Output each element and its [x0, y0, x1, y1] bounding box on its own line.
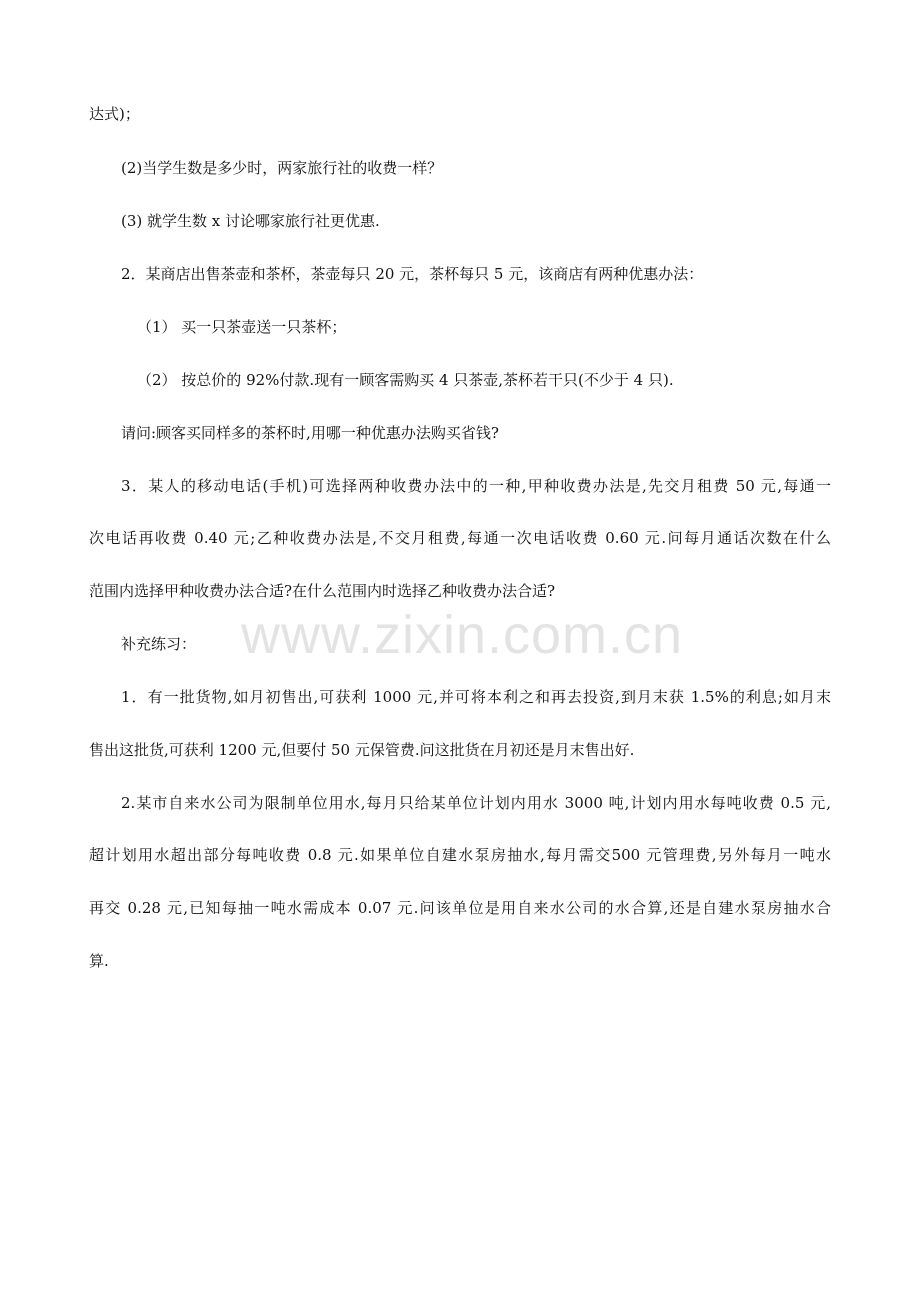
problem-3-line-3: 范围内选择甲种收费办法合适?在什么范围内时选择乙种收费办法合适? — [89, 582, 556, 600]
supplementary-problem-2-line-3: 再交 0.28 元,已知每抽一吨水需成本 0.07 元.问该单位是用自来水公司的水合算,还是自建水泵房抽水合 — [89, 899, 831, 917]
site-watermark: www.zixin.com.cn — [240, 605, 684, 665]
discount-option-2: （2） 按总价的 92%付款.现有一顾客需购买 4 只茶壶,茶杯若干只(不少于 4 只). — [137, 371, 674, 389]
supplementary-problem-1-line-1: 1．有一批货物,如月初售出,可获利 1000 元,并可将本利之和再去投资,到月末获 1.5%的利息;如月末 — [121, 688, 831, 706]
problem-3-line-2: 次电话再收费 0.40 元;乙种收费办法是,不交月租费,每通一次电话收费 0.60 元.问每月通话次数在什么 — [89, 529, 831, 547]
supplementary-problem-2-line-2: 超计划用水超出部分每吨收费 0.8 元.如果单位自建水泵房抽水,每月需交500 元管理费,另外每月一吨水 — [89, 846, 831, 864]
problem-2-question: 请问:顾客买同样多的茶杯时,用哪一种优惠办法购买省钱? — [121, 424, 499, 442]
discount-option-1: （1） 买一只茶壶送一只茶杯； — [137, 318, 347, 336]
text-line-expression-end: 达式)； — [89, 105, 140, 123]
supplementary-problem-1-line-2: 售出这批货,可获利 1200 元,但要付 50 元保管费.问这批货在月初还是月末售出好. — [89, 741, 635, 759]
supplementary-problem-2-line-4: 算. — [89, 952, 109, 970]
supplementary-problem-2-line-1: 2.某市自来水公司为限制单位用水,每月只给某单位计划内用水 3000 吨,计划内用水每吨收费 0.5 元, — [121, 794, 831, 812]
supplementary-heading: 补充练习： — [121, 635, 197, 653]
question-3-discount-comparison: (3) 就学生数 x 讨论哪家旅行社更优惠. — [121, 212, 380, 230]
problem-2-intro: 2．某商店出售茶壶和茶杯，茶壶每只 20 元，茶杯每只 5 元，该商店有两种优惠办法： — [121, 265, 704, 283]
problem-3-line-1: 3．某人的移动电话(手机)可选择两种收费办法中的一种,甲种收费办法是,先交月租费 50 元,每通一 — [121, 477, 831, 495]
question-2-equal-cost: (2)当学生数是多少时，两家旅行社的收费一样？ — [121, 159, 443, 177]
